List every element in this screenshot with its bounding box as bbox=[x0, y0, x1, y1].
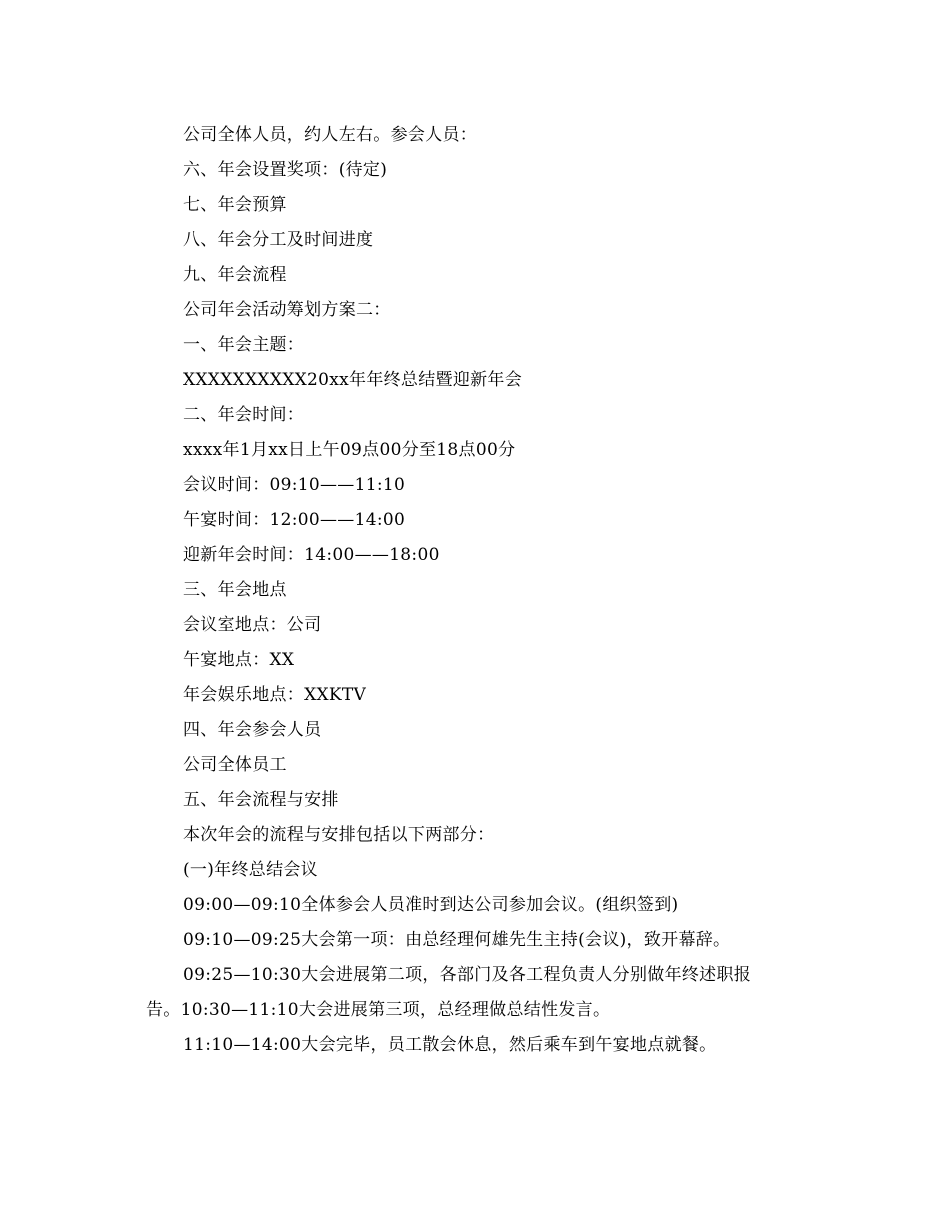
text-line: 年会娱乐地点：XXKTV bbox=[183, 685, 367, 705]
schedule-item: 09:00—09:10全体参会人员准时到达公司参加会议。(组织签到) bbox=[183, 895, 679, 915]
text-line: 会议时间：09:10——11:10 bbox=[183, 475, 406, 495]
text-line: 公司全体员工 bbox=[183, 755, 287, 775]
section-heading: 六、年会设置奖项：(待定) bbox=[183, 160, 388, 180]
section-heading: 四、年会参会人员 bbox=[183, 720, 322, 740]
section-heading: 二、年会时间： bbox=[183, 405, 305, 425]
text-line: 会议室地点：公司 bbox=[183, 615, 322, 635]
text-line: XXXXXXXXXX20xx年年终总结暨迎新年会 bbox=[183, 370, 523, 390]
schedule-item: 09:25—10:30大会进展第二项，各部门及各工程负责人分别做年终述职报 bbox=[183, 965, 752, 985]
text-line: 午宴地点：XX bbox=[183, 650, 295, 670]
schedule-item: 11:10—14:00大会完毕，员工散会休息，然后乘车到午宴地点就餐。 bbox=[183, 1035, 717, 1055]
schedule-item-continuation: 告。10:30—11:10大会进展第三项，总经理做总结性发言。 bbox=[146, 1000, 611, 1020]
text-line: 午宴时间：12:00——14:00 bbox=[183, 510, 406, 530]
plan-title: 公司年会活动筹划方案二： bbox=[183, 300, 391, 320]
section-heading: 八、年会分工及时间进度 bbox=[183, 230, 374, 250]
text-line: xxxx年1月xx日上午09点00分至18点00分 bbox=[183, 440, 516, 460]
section-heading: 一、年会主题： bbox=[183, 335, 305, 355]
subsection-heading: (一)年终总结会议 bbox=[183, 860, 318, 880]
section-heading: 七、年会预算 bbox=[183, 195, 287, 215]
section-heading: 五、年会流程与安排 bbox=[183, 790, 339, 810]
schedule-item: 09:10—09:25大会第一项：由总经理何雄先生主持(会议)，致开幕辞。 bbox=[183, 930, 731, 950]
text-line: 公司全体人员，约人左右。参会人员： bbox=[183, 125, 478, 145]
document-body bbox=[146, 118, 806, 1063]
text-line: 迎新年会时间：14:00——18:00 bbox=[183, 545, 440, 565]
section-heading: 三、年会地点 bbox=[183, 580, 287, 600]
text-line: 本次年会的流程与安排包括以下两部分： bbox=[183, 825, 495, 845]
section-heading: 九、年会流程 bbox=[183, 265, 287, 285]
